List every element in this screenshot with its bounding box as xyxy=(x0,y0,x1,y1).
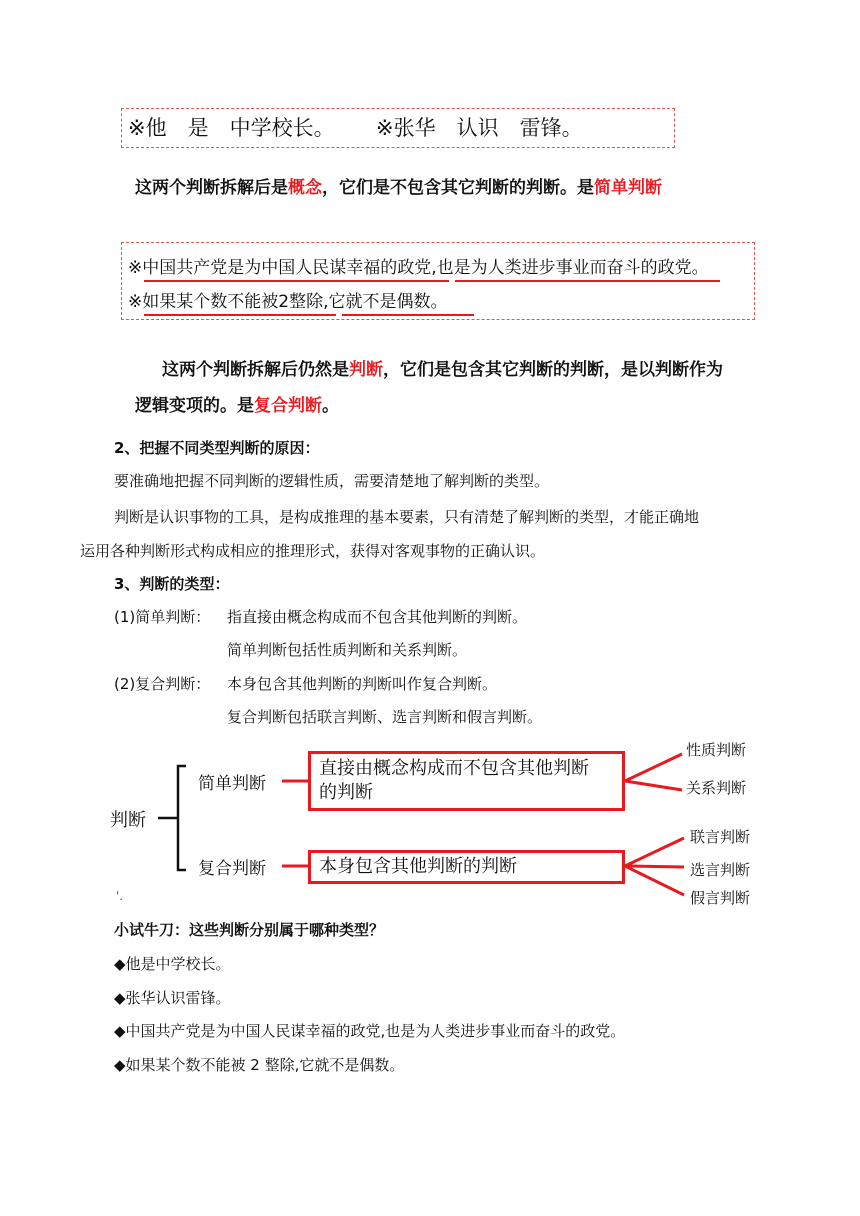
type2-subtypes: 复合判断包括联言判断、选言判断和假言判断。 xyxy=(227,708,543,726)
text-fragment: 。 xyxy=(322,396,339,416)
type1-definition: 指直接由概念构成而不包含其他判断的判断。 xyxy=(227,608,528,626)
mark: ※ xyxy=(128,292,143,312)
text-fragment: 这两个判断拆解后是 xyxy=(135,178,288,198)
highlight-result: 简单判断 xyxy=(594,178,662,198)
leaf-line xyxy=(625,866,684,895)
leaf-hypothetical-judgment: 假言判断 xyxy=(690,889,751,907)
box-line: 直接由概念构成而不包含其他判断 xyxy=(319,758,589,779)
section2-p1: 要准确地把握不同判断的逻辑性质，需要清楚地了解判断的类型。 xyxy=(114,472,550,490)
leaf-line xyxy=(625,754,682,781)
example-simple-1: ※他 是 中学校长。 xyxy=(128,116,335,140)
text-fragment: 逻辑变项的。是 xyxy=(135,396,254,416)
exercise-heading: 小试牛刀：这些判断分别属于哪种类型？ xyxy=(114,921,385,939)
stray-mark: '. xyxy=(116,889,124,903)
highlight-term: 概念 xyxy=(288,178,322,198)
section3-heading: 3、判断的类型： xyxy=(114,575,230,593)
leaf-property-judgment: 性质判断 xyxy=(686,741,747,759)
leaf-line xyxy=(625,781,682,790)
text-fragment: 这两个判断拆解后仍然是 xyxy=(162,360,349,380)
box-line: 的判断 xyxy=(319,782,373,803)
leaf-line xyxy=(625,838,684,866)
leaf-disjunctive-judgment: 选言判断 xyxy=(690,861,751,879)
section2-p2-line1: 判断是认识事物的工具，是构成推理的基本要素，只有清楚了解判断的类型，才能正确地 xyxy=(114,508,700,526)
section2-p2-line2: 运用各种判断形式构成相应的推理形式，获得对客观事物的正确认识。 xyxy=(80,542,546,560)
text-fragment: ，它们是包含其它判断的判断，是以判断作为 xyxy=(383,360,723,380)
diagram-root: 判断 xyxy=(110,810,146,831)
mark: ※ xyxy=(128,258,143,278)
leaf-relation-judgment: 关系判断 xyxy=(686,779,747,797)
example-simple-2: ※张华 认识 雷锋。 xyxy=(376,116,583,140)
separator: , xyxy=(323,292,329,312)
leaf-conjunctive-judgment: 联言判断 xyxy=(690,828,751,846)
diagram-branch-simple: 简单判断 xyxy=(198,774,266,794)
exercise-item: ◆中国共产党是为中国人民谋幸福的政党,也是为人类进步事业而奋斗的政党。 xyxy=(114,1022,626,1040)
diagram-box-compound-definition xyxy=(308,850,625,884)
exercise-item: ◆张华认识雷锋。 xyxy=(114,989,231,1007)
diagram-box-simple-definition xyxy=(308,751,625,811)
box-line: 本身包含其他判断的判断 xyxy=(319,856,517,877)
root-bracket xyxy=(178,766,186,870)
exercise-item: ◆他是中学校长。 xyxy=(114,955,231,973)
highlight-result: 复合判断 xyxy=(254,396,322,416)
type1-subtypes: 简单判断包括性质判断和关系判断。 xyxy=(227,641,468,659)
clause: 如果某个数不能被2整除 xyxy=(142,292,324,312)
clause: 它就不是偶数。 xyxy=(328,292,448,312)
clause: 中国共产党是为中国人民谋幸福的政党 xyxy=(142,258,432,278)
leaf-line xyxy=(625,866,684,867)
diagram-branch-compound: 复合判断 xyxy=(198,859,266,879)
type2-definition: 本身包含其他判断的判断叫作复合判断。 xyxy=(227,675,498,693)
highlight-term: 判断 xyxy=(349,360,383,380)
section2-heading: 2、把握不同类型判断的原因： xyxy=(114,439,320,457)
type1-label: (1)简单判断： xyxy=(114,608,211,626)
type2-label: (2)复合判断： xyxy=(114,675,211,693)
text-fragment: ，它们是不包含其它判断的判断。是 xyxy=(322,178,594,198)
clause: 也是为人类进步事业而奋斗的政党。 xyxy=(436,258,709,278)
exercise-item: ◆如果某个数不能被 2 整除,它就不是偶数。 xyxy=(114,1056,405,1074)
separator: , xyxy=(431,258,437,278)
